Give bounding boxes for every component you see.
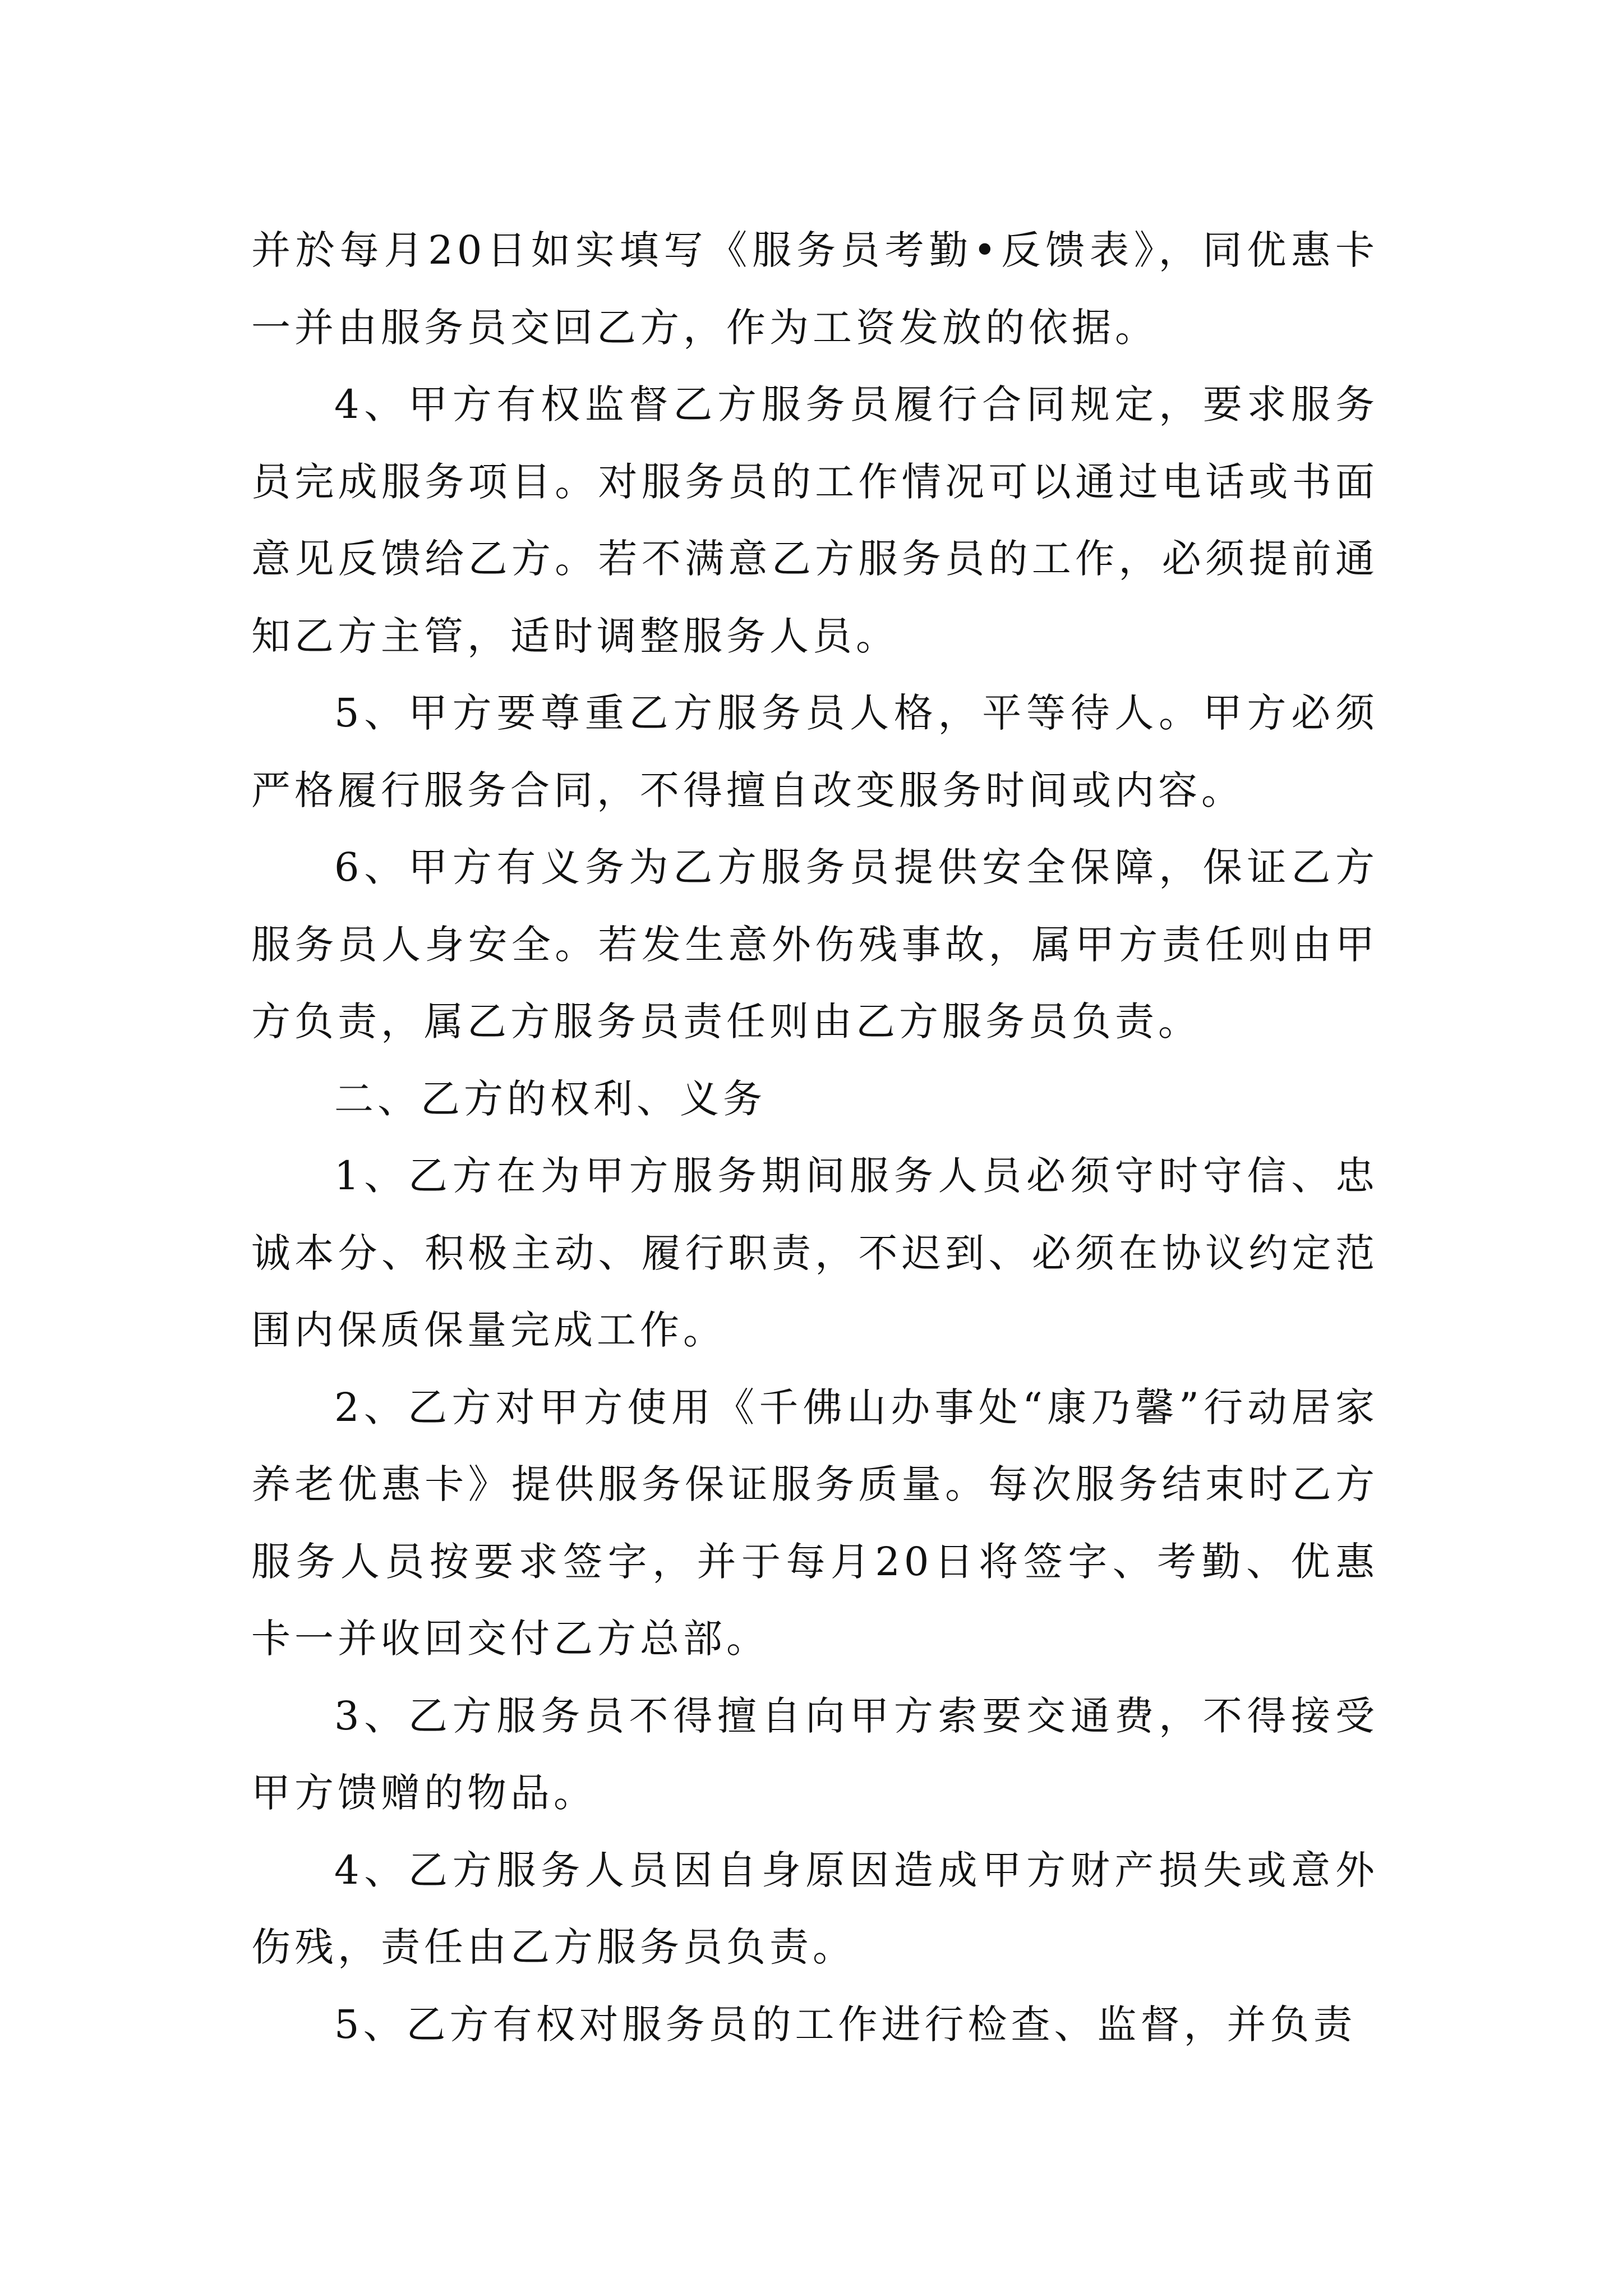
paragraph-continuation: 并於每月20日如实填写《服务员考勤•反馈表》，同优惠卡一并由服务员交回乙方，作为工资发放的依据。 (251, 227, 1378, 351)
paragraph-party-a-item-5: 5、甲方要尊重乙方服务员人格，平等待人。甲方必须严格履行服务合同，不得擅自改变服务时间或内容。 (251, 690, 1378, 813)
paragraph-party-b-item-1: 1、乙方在为甲方服务期间服务人员必须守时守信、忠诚本分、积极主动、履行职责，不迟到、必须在协议约定范围内保质保量完成工作。 (251, 1153, 1378, 1353)
paragraph-party-b-item-2: 2、乙方对甲方使用《千佛山办事处“康乃馨”行动居家养老优惠卡》提供服务保证服务质量。每次服务结束时乙方服务人员按要求签字，并于每月20日将签字、考勤、优惠卡一并收回交付乙方总部。 (251, 1384, 1378, 1662)
paragraph-party-a-item-4: 4、甲方有权监督乙方服务员履行合同规定，要求服务员完成服务项目。对服务员的工作情况可以通过电话或书面意见反馈给乙方。若不满意乙方服务员的工作，必须提前通知乙方主管，适时调整服务人员。 (251, 381, 1378, 659)
paragraph-party-b-item-3: 3、乙方服务员不得擅自向甲方索要交通费，不得接受甲方馈赠的物品。 (251, 1692, 1378, 1816)
paragraph-party-b-item-5: 5、乙方有权对服务员的工作进行检查、监督，并负责 (334, 2001, 1357, 2047)
section-heading-party-b-rights: 二、乙方的权利、义务 (334, 1075, 766, 1122)
document-body (251, 212, 1378, 2063)
paragraph-party-b-item-4: 4、乙方服务人员因自身原因造成甲方财产损失或意外伤残，责任由乙方服务员负责。 (251, 1847, 1378, 1970)
paragraph-party-a-item-6: 6、甲方有义务为乙方服务员提供安全保障，保证乙方服务员人身安全。若发生意外伤残事故，属甲方责任则由甲方负责，属乙方服务员责任则由乙方服务员负责。 (251, 844, 1378, 1045)
